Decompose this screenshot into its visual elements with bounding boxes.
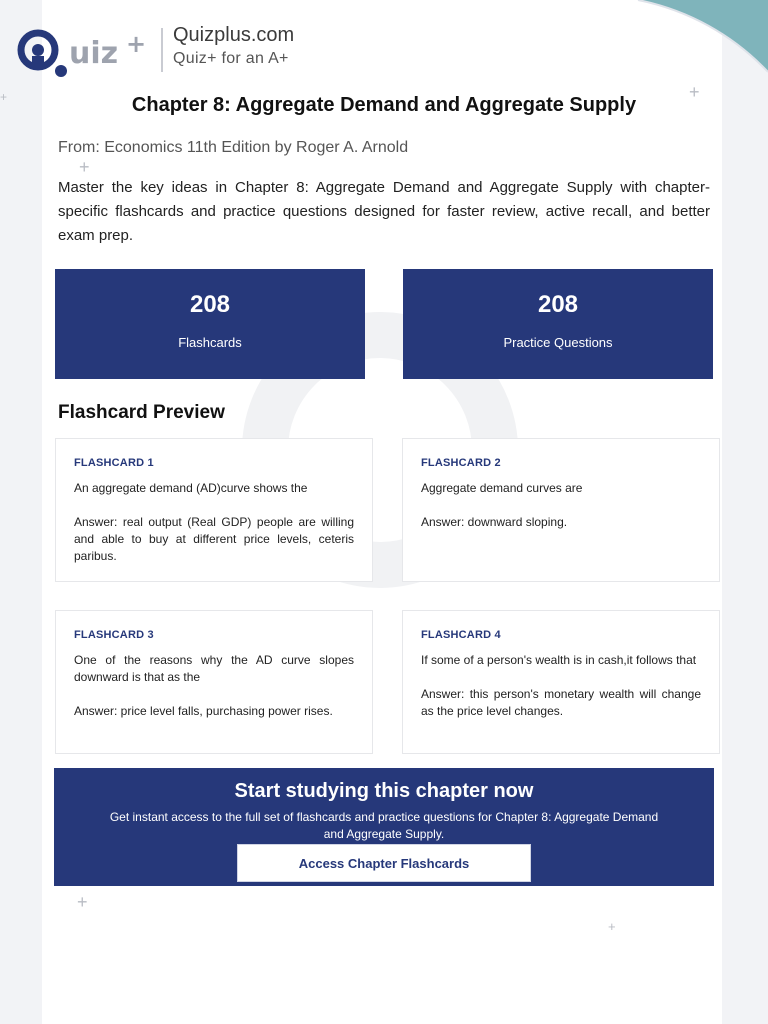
flashcard-question: An aggregate demand (AD)curve shows the [74, 481, 308, 495]
plus-decoration: + [0, 90, 8, 104]
flashcard-label: FLASHCARD 1 [74, 457, 154, 469]
plus-decoration: + [79, 157, 90, 177]
flashcard-label: FLASHCARD 3 [74, 629, 154, 641]
site-tagline: Quiz+ for an A+ [173, 50, 289, 67]
access-flashcards-button[interactable]: Access Chapter Flashcards [237, 844, 531, 882]
logo-divider [161, 28, 163, 72]
right-margin [722, 0, 768, 1024]
flashcards-count: 208 [189, 291, 231, 318]
flashcard-question: Aggregate demand curves are [421, 481, 583, 495]
flashcard-3 [55, 610, 373, 754]
plus-decoration: + [77, 892, 88, 912]
corner-decoration [568, 0, 768, 90]
practice-questions-stat [403, 269, 713, 379]
practice-questions-label: Practice Questions [503, 335, 613, 350]
flashcard-1 [55, 438, 373, 582]
site-name: Quizplus.com [173, 24, 295, 46]
svg-text:+: + [126, 30, 147, 58]
brand-logo [16, 24, 316, 80]
flashcard-question: One of the reasons why the AD curve slopes downward is that as the [74, 653, 354, 684]
svg-text:uiz: uiz [69, 36, 119, 71]
flashcards-label: Flashcards [178, 335, 242, 350]
cta-subtext: Get instant access to the full set of flashcards and practice questions for Chapter 8: Aggregate Demand and Aggregate Supply. [109, 810, 659, 841]
flashcard-label: FLASHCARD 2 [421, 457, 501, 469]
flashcard-preview-title: Flashcard Preview [58, 402, 225, 423]
book-source: From: Economics 11th Edition by Roger A. Arnold [58, 139, 409, 156]
plus-decoration: + [608, 919, 616, 934]
flashcard-4 [402, 610, 720, 754]
practice-questions-count: 208 [537, 291, 579, 318]
cta-heading: Start studying this chapter now [234, 780, 534, 802]
flashcard-answer: Answer: price level falls, purchasing power rises. [74, 704, 333, 718]
flashcard-answer: Answer: downward sloping. [421, 515, 568, 529]
intro-text: Master the key ideas in Chapter 8: Aggregate Demand and Aggregate Supply with chapter-specific flashcards and practice questions designed for faster review, active recall, and better exam prep. [58, 179, 710, 244]
quiz-plus-logo-icon [16, 26, 156, 78]
flashcard-answer: Answer: this person's monetary wealth will change as the price level changes. [421, 687, 701, 718]
plus-decoration: + [689, 82, 700, 102]
study-cta-banner [54, 768, 714, 886]
left-margin [0, 0, 42, 1024]
flashcard-answer: Answer: real output (Real GDP) people are willing and able to buy at different price levels, ceteris paribus. [74, 515, 354, 563]
chapter-title: Chapter 8: Aggregate Demand and Aggregate Supply [131, 94, 637, 116]
flashcard-label: FLASHCARD 4 [421, 629, 501, 641]
flashcards-stat [55, 269, 365, 379]
flashcard-question: If some of a person's wealth is in cash,it follows that [421, 653, 697, 667]
flashcard-2 [402, 438, 720, 582]
